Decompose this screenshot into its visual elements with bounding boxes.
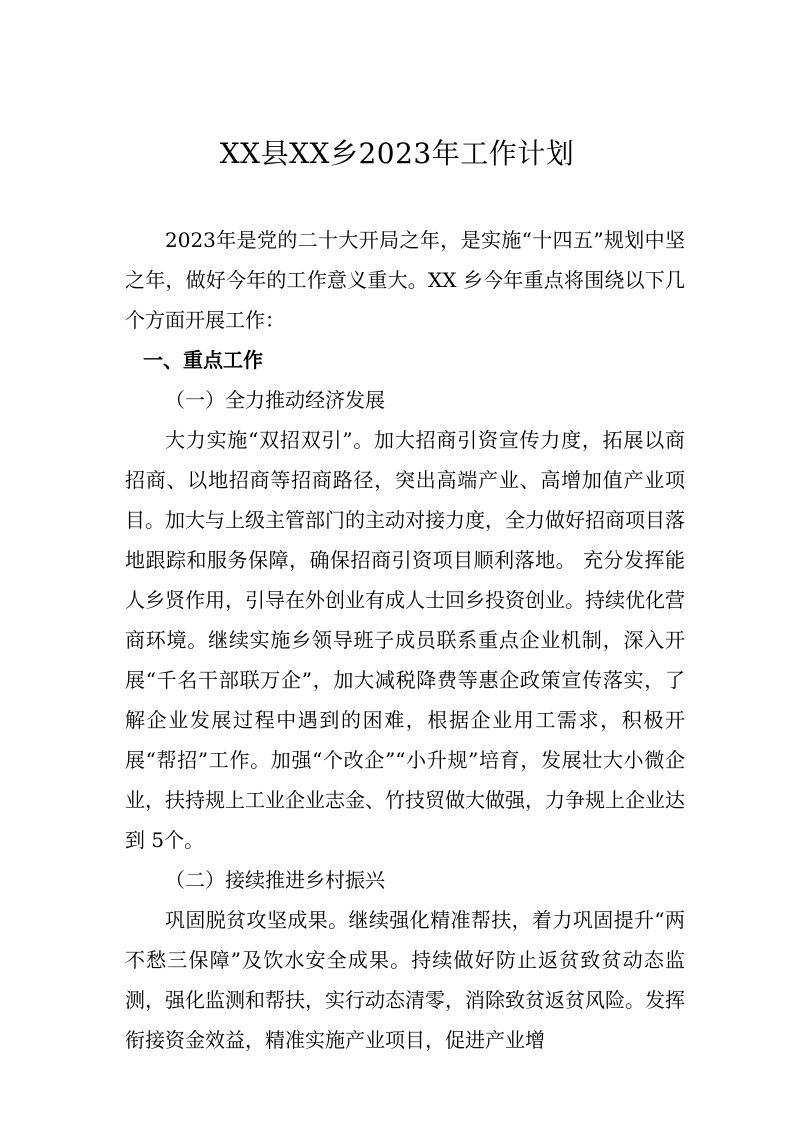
- document-body: [125, 220, 685, 1060]
- page-title: XX县XX乡2023年工作计划: [219, 137, 575, 170]
- section-heading: 一、重点工作: [143, 348, 263, 372]
- subsection-paragraph-1: 大力实施“双招双引”。加大招商引资宣传力度，拓展以商招商、以地招商等招商路径，突出高端产业、高增加值产业项目。加大与上级主管部门的主动对接力度，全力做好招商项目落地跟踪和服务保障，确保招商引资项目顺利落地。 充分发挥能人乡贤作用，引导在外创业有成人士回乡投资创业。持续优化营商环境。继续实施乡领导班子成员联系重点企业机制，深入开展“千名干部联万企”，加大减税降费等惠企政策宣传落实，了解企业发展过程中遇到的困难，根据企业用工需求，积极开展“帮招”工作。加强“个改企”“小升规”培育，发展壮大小微企业，扶持规上工业企业志金、竹技贸做大做强，力争规上企业达到 5个。: [125, 428, 685, 852]
- subsection-paragraph-2: 巩固脱贫攻坚成果。继续强化精准帮扶，着力巩固提升“两不愁三保障”及饮水安全成果。持续做好防止返贫致贫动态监测，强化监测和帮扶，实行动态清零，消除致贫返贫风险。发挥衔接资金效益，精准实施产业项目，促进产业增: [125, 908, 685, 1052]
- intro-paragraph: 2023年是党的二十大开局之年，是实施“十四五”规划中坚之年，做好今年的工作意义重大。XX 乡今年重点将围绕以下几个方面开展工作：: [125, 228, 685, 332]
- subsection-heading-2: （二）接续推进乡村振兴: [165, 868, 385, 892]
- subsection-heading-1: （一）全力推动经济发展: [165, 388, 385, 412]
